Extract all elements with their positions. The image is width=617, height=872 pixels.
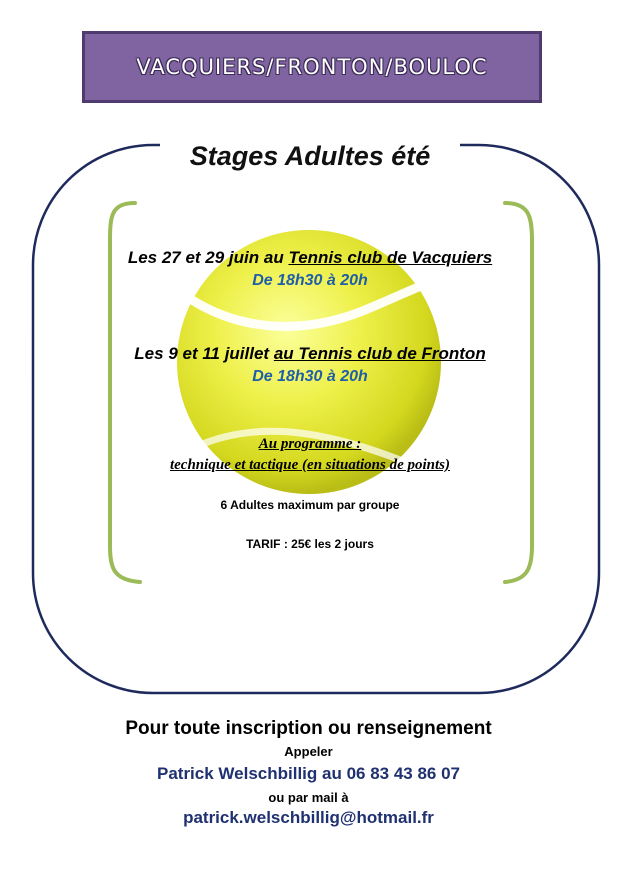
session-2-date-text: Les 9 et 11 juillet: [134, 344, 274, 363]
contact-heading: Pour toute inscription ou renseignement: [125, 718, 492, 739]
group-info: 6 Adultes maximum par groupe: [220, 498, 400, 512]
session-1-date-text: Les 27 et 29 juin au: [127, 248, 289, 267]
programme-text: technique et tactique (en situations de points): [169, 457, 450, 473]
contact-email[interactable]: patrick.welschbillig@hotmail.fr: [183, 808, 434, 827]
contact-or-mail: ou par mail à: [268, 790, 349, 805]
tarif: TARIF : 25€ les 2 jours: [246, 537, 374, 551]
contact-call: Appeler: [284, 744, 333, 759]
session-2-club: au Tennis club de Fronton: [273, 344, 486, 363]
session-1-club: Tennis club de Vacquiers: [288, 248, 493, 267]
programme-heading: Au programme :: [258, 436, 362, 452]
session-1-dates: [100, 248, 520, 268]
session-2-time: De 18h30 à 20h: [252, 368, 368, 385]
session-2-dates: [100, 344, 520, 364]
page-title: Stages Adultes été: [160, 141, 460, 172]
banner-title: VACQUIERS/FRONTON/BOULOC: [136, 55, 488, 79]
session-1-time: De 18h30 à 20h: [252, 272, 368, 289]
contact-phone: Patrick Welschbillig au 06 83 43 86 07: [156, 764, 461, 783]
